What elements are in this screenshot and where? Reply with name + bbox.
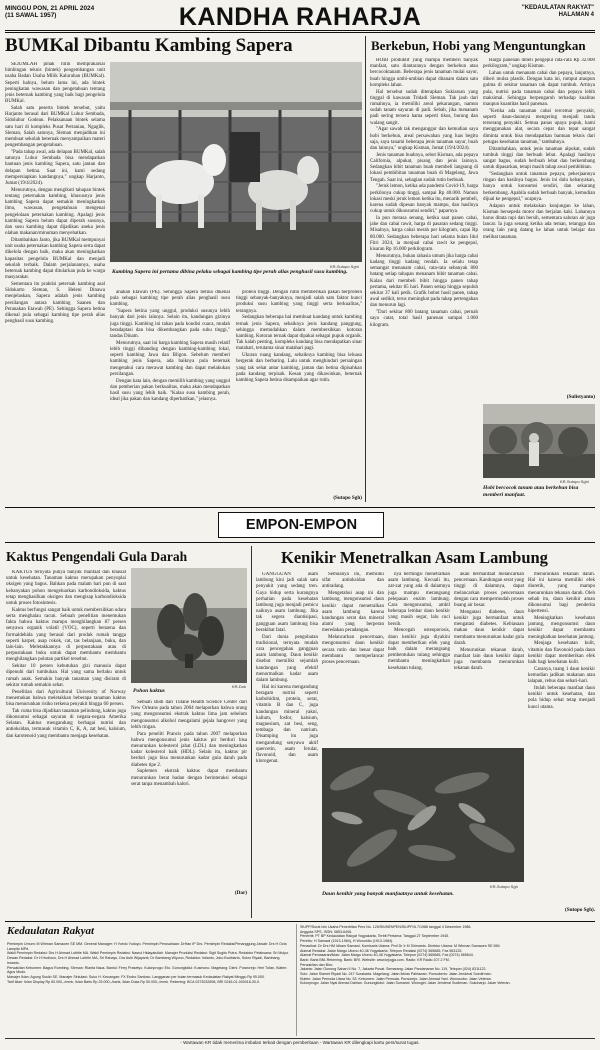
hobi-byline: (Sulistyanto) [566, 394, 595, 400]
gula-headline: Kaktus Pengendali Gula Darah [6, 549, 188, 564]
footer-rule [5, 921, 595, 922]
masthead-date-block [5, 5, 94, 20]
gula-photo-caption: Pohon kaktus [133, 688, 165, 694]
asam-body-col2: Semuanya ini, memiliki sifat antioksidan dan antiradang. Mengetahui asap ini dan lambung, mengonsumsi daun kenikir dapat menetralkan asam lambung karena kandungan serat dan mineral alami yang berperan meredakan peradangan. Melancarkan pencernaan, mengonsumsi daun kenikir secara rutin dan benar dapat membantu memperlancar proses pencernaan. [322, 572, 384, 666]
gula-byline: (Dar) [234, 890, 247, 896]
cactus-photo [131, 568, 247, 683]
footer-logo: Kedaulatan Rakyat [7, 925, 95, 937]
masthead-right-block [522, 5, 594, 20]
goat-photo-illustration [110, 62, 362, 262]
kenikir-photo [322, 748, 524, 882]
section-rule-bottom [5, 542, 595, 543]
bumkal-photo-credit: KR-Sutopo Sghi [330, 264, 359, 269]
asam-photo-credit: KR-Sutopo Sgh [490, 884, 518, 889]
cactus-photo-illustration [131, 568, 247, 683]
garden-photo [483, 404, 595, 478]
asam-body-col4: akan bermanfaat melancarkan pencernaan. Kandungan serat yang tinggi di dalamnya, dapat melancarkan proses pencernaan dengan cara mempermudah proses buang air besar. Mengatasi diabetes, daun kenikir juga bermanfaat untuk mengatasi diabetes. Kebiasaan makan daun kenikir dapat membantu menurunkan kadar gula darah. Menurunkan tekanan darah, manfaat lain daun kenikir dapat juga membantu menurunkan tekanan darah. [454, 572, 524, 672]
masthead-sub-date: (11 SAWAL 1957) [5, 12, 57, 20]
bumkal-headline: BUMKal Dibantu Kambing Sapera [5, 35, 293, 56]
masthead-title: KANDHA RAHARJA [178, 3, 422, 31]
hobi-headline: Berkebun, Hobi yang Menguntungkan [371, 38, 586, 53]
footer-bottom-rule [5, 1038, 595, 1039]
garden-photo-illustration [483, 404, 595, 478]
goat-photo [110, 62, 362, 262]
footer-bottom-line: - Wartawan KR tidak menerima imbalan terkait dengan pemberitaan - Wartawan KR dilengkapi kartu pers/surat tugas. [180, 1040, 420, 1045]
asam-photo-caption: Daun kenikir yang banyak manfaatnya untuk kesehatan. [322, 891, 454, 897]
hobi-photo-caption: Hobi bercocok tanam atau berkebun bisa memberi manfaat. [483, 485, 579, 498]
bottom-column-divider [251, 546, 252, 918]
masthead-page: HALAMAN 4 [558, 12, 594, 19]
footer-divider [296, 924, 297, 1036]
section-banner: EMPON-EMPON [245, 517, 358, 533]
section-rule-top [5, 507, 595, 508]
hobi-photo-credit: KR-Sutopo Sghi [560, 479, 589, 484]
kenikir-photo-illustration [322, 748, 524, 882]
bumkal-body-col3: protein tinggi. Dengan rutin memberikan pakan berprotein tinggi sebanyak-banyaknya, menjadi salah satu faktor kunci produksi susu kambing yang tinggi serta berkualitas," terangnya. Sedangkan beberapa hal membuat kandang untuk kambing ternak jenis Sapera, sebaiknya jenis kandang panggung, sehingga memudahkan dalam membersihkan kotoran kambing. Kotoran ternak dapat dipakai sebagai pupuk organik. Tak kalah penting, kompleks kandang bisa mendapatkan sinar matahari, terutama sinar matahari pagi. Ukuran ruang kandang, sebaiknya kambing bisa leluasa bergerak dan berbaring. Lalu untuk menghindari persaingan yang tak sehat antar kambing, jantan dan betina dipisahkan pada kandang terpisah. Kesan yang dikawinkan, beternak kambing Sapera betina disampaikan agar rutin. [236, 290, 362, 384]
masthead-tagline: "KEDAULATAN RAKYAT" [521, 5, 594, 11]
masthead-rule [5, 30, 595, 31]
footer-left-block: Pemimpin Umum: M Wirman Samaoen SE MM. General Manager: H Yoedo Yudoyo. Pemimpin Perusahaan: DrHan IP Drs. Pemimpin Redaksi/Penanggung Jawab: Drs H Octo Lampito MPd. Wakil Pemimpin Redaksi: Drs H Ahmad Luthfie MA. Wakil Pemimpin Redaksi: Nasrul Hidayatullah. Manajer Produksi Redaksi: Sigit Sugito Putra. Redaktur Pelaksana: Sri Mulyo. Dewan Redaksi: Dr H Hudiono, Drs H Ahmad Luthfie MA, Sri Rahayu, Dra Asih Wijayanti, Dr Bambang Wiyono, Redaktur: Istianto, Joko Budhiarto, Sukro Riyadi, Bambang Irwanto. Perwakilan Kebumen: Bagus Rumbing. Sleman: Rianta Naus. Bantul: Ferry Prasetyo. Kulonprogo: Eto. Gunungkidul: Kusmono. Magelang: Dieni. Purworejo: Heri Tufan, Klaten: Agus Mudo. Manajer Iklan: Agung Susilo SE. Manajer Sirkulasi: Suko H. Keuangan: FX Endro Santoso. Langganan per bulan termasuk Kedaulatan Rakyat Minggu Rp 95.000. Tarif iklan: Iklan Display Rp 60.000,-/mmk, Iklan Baris Rp 25.000,-/baris, Iklan Duka Rp 50.000,-/mmk. Rekening: BCA 0373032898, BRI 0245-01-000016-30-0. [7, 942, 289, 984]
bumkal-photo-caption: Kambing Sapera ini pertama dibina pelaku sebagai kambing tipe perah alias penghasil susu kambing. [112, 269, 348, 275]
asam-byline: (Sutopo Sgh). [565, 907, 595, 913]
masthead-date: MINGGU PON, 21 APRIL 2024 [5, 5, 95, 12]
gula-body-col1: KAKTUS ternyata punya banyak manfaat dan khasiat untuk kesehatan. Tanaman kaktus merupakan penyuplai oksigen yang bagus. Bahkan pada malam hari pun di saat kebanyakan pohon mengeluarkan karbondioksida, kaktus tetap menghasilkan oksigen dan mengisap karbondioksida untuk proses fotosintesis. Kaktus berfungsi sangat baik untuk membersihkan udara serta menghalau racun. Sebuah penelitian menemukan fakta bahwa kaktus mampu menghilangkan 87 persen senyawa organik volatil (VOC), seperti benzena dan formaldehida yang berasal dari produk rumah tangga seperti karpet, asap rokok, cat, tas belanjaan, buku, dan lain-lain. Meletakkannya di perpustakaan atau di perpustakaan buku untuk dapat membantu membantu menghilangkan polutan partikel tersebut. Sekitar 10 persen kebutuhan gizi manusia dapat dipenuhi dari tumbuhan. Hal yang sama berlaku untuk rumah anak. Semakin banyak tanaman yang disiram di sekitar rumah semakin sehat. Penelitian dari Agricultural University of Norway menemukan bahwa meletakkan beberapa tanaman kaktus bisa menurunkan risiko terkena penyakit hingga 60 persen. Tak cuma bisa dijadikan tanaman pelindung, kaktus juga dikonsumsi sebagai sayuran di negara-negara Amerika Selatan. Kaktus mengandung berbagai nutrisi dan antioksidan, termasuk vitamin C, K, A, zat besi, kalsium, dan karotenoid yang membantu menjaga kesehatan. [6, 570, 126, 739]
hobi-body-col2: Harga panenan dibeli pengepul rata-rata Rp 32.000 perkilogram," ungkap Kisman. Lahan untuk menanam cabai dan pepaya, lanjutnya, diberi mulsa plastik. Dengan kata ini, rumput ataupun gulma di sekitar tanaman tak dapat tumbuh. Artinya pula, nutrisi pada tanaman cabai dan pepaya lebih maksimal. Sehingga berpengaruh terhadap kualitas maupun kuantitas hasil panenan. "Ketika ada tanaman cabai tercemar penyakit, seperti daun-daunnya mengering menjadi tanda terserang penyakit. Semua panas upaya pupuk, kami menggunakan alat, secara cepat dan tepat sangat diminta untuk bisa mendapatkan bantuan teknis dari petugas kesehatan tanaman," tambahnya. Ditambahkan, untuk jenis tanaman alpukat, sudah tumbuh tinggi dan berbuah lebat. Apalagi hasilnya sangat bagus, sudah berbuah lebat dan berkembang untuk dipasarkan, tetapi masih tahap awal pembibitan. "Sedangkan untuk tanaman pepaya, pekerjaannya ringan dan hasilnya bagus. Jenis ini dulu kebanyakan, hanya untuk konsumsi sendiri, dan sekarang berkembang. Apabila sudah berbuah banyak, kemudian dijual ke pengepul," ucapnya. Adapun untuk melakukan kunjungan ke lahan, Kisman bersepeda motor dan berjalan kaki. Lahannya harus ditata rapi dan bersih, sementara saluran air juga lancar. Ia juga senang ketika ada teman, tetangga dan orang lain yang datang ke lahan untuk belajar dan melihat tanaman. [483, 58, 595, 240]
asam-headline: Kenikir Menetralkan Asam Lambung [281, 548, 548, 567]
footer-right-block: SIUPP/Surat Izin Usaha Penerbitan Pers No. 125/SK/MENPEN/SIUPP/A.7/1986 tanggal 4 Desember 1986. Anggota SPS. ISSN: 0853-6406. Penerbit: PT BP Kedaulatan Rakyat Yogyakarta, Terbit Pertama: Tanggal 27 September 1945. Perintis: H Samawi (1913-1984), H Wonohito (1913-1984). Penasihat: Dr Drs HM Idham Samawi. Komisaris Utama: Prof Dr Ir M Sirimanto. Direktur Utama: M Wirman Samaoen SE MM. Alamat Redaksi: Jalan Margo Utomo 40-46 Yogyakarta, Telepon Redaksi (0274) 565685, Fax 563125. Alamat Pemasaran/Iklan: Jalan Margo Utomo 40-46 Yogyakarta. Telepon (0274) 565685, Fax (0274) 565644. Bank: Bank BNI-Rekening. Bank: BRI. Website: www.krjogja.com. Radio: KR Radio 107.2 FM. Perwakilan dan Biro: Jakarta: Jalan Gunung Sahari II No. 7, Jakarta Pusat. Semarang: Jalan Pandanaran No. 119, Telepon (024) 8311122. Solo: Jalan Slamet Riyadi No. 247 Surakarta. Magelang: Jalan Ikhlas Pahlawan. Purwokerto: Jalan Jenderal Soedirman. Klaten: Jalan Pemuda Utara No. 53. Kebumen: Jalan Pemuda. Purworejo: Jalan Ahmad Yani. Wonosobo: Jalan Veteran. Kulonprogo: Jalan Nyai Ahmad Dahlan. Gunungkidul: Jalan Sumarwi. Wonogiri: Jalan Jenderal Sudirman. Sukoharjo: Jalan Veteran. [300, 925, 511, 986]
bumkal-body-col1: SEJUMLAH pihak rutin memprakarsai bimbingan teknis (bintek) pengembangan unit usaha Badan Usaha Milik Kalurahan (BUMKal). Seperti halnya, belum lama ini, ada bintek peningkatan wawasan dan pengetahuan tentang jenis beternak kambing yang baik bagi pengelola BUMKal. Salah satu peserta bintek tersebut, yaitu Harjanto berasal dari BUMKal Luhur Sembada, Sidoluhur Godean. Pelaksanaan bintek selama satu hari di kompleks Pusat Pertanian, Ngaglik, Sleman, Salah satunya, Sleman menjadikan ini membuat sekolah beternak menyampaikan materi pengembangan pengetahuan. "Pada tahap awal, ada delapan BUMKal, salah satunya Luhur Sembada bisa mendapatkan bantuan jenis kambing Sapera, satu jantan dan delapan betina. Saat ini, kami sedang mempersiapkan kandangnya," ungkap Harjanto, Jumat (19/4/2024). Menurutnya, dengan mengikuti tahapan bintek tentang peternakan kambing, khususnya jenis kambing Sapera dapat semakin meningkatkan ilmu, wawasan, pengetahuan mengenai pengelolaan peternakan kambing. Apalagi jenis kambing Sapera belum dapat diperah susunya, dan susu kambing dapat dijadikan aneka jenis olahan makanan/minuman menyehatkan. Ditambahkan Janto, jika BUMKal mempunyai unit usaha peternakan kambing Sapera serta dapat dikelola dengan baik, maka akan meningkatkan kapasitas pengelola BUMKal dan menjadi sekolah terbaik. Dalam perjalanannya, usaha beternak kambing dapat ditularkan pula ke warga masyarakat. Sementara itu praktisi peternak kambing asal Sidokarto Sleman, S. Heleni Dinawa menjelaskan, Sapera adalah jenis kambing persilangan antara kambing Saanen dan Peranakan Etawah (PE). Sehingga Sapera betina dikenal pula sebagai kambing tipe perah alias penghasil susu kambing. [5, 62, 105, 325]
masthead-rule-thin [5, 32, 595, 33]
asam-body-col5: menurunkan tekanan darah. Hal ini karena memiliki efek diuretik, yang mampu menurunkan tekanan darah. Oleh sebab itu, daun kenikir aman dikonsumsi bagi penderita hipertensi. Meningkatkan kesehatan jantung, mengonsumsi daun kenikir dapat membantu meningkatkan kesehatan jantung. Menjaga kesehatan kulit, vitamin dan flavonoid pada daun kenikir dapat memberikan efek baik bagi kesehatan kulit. Caranya, tuang 1 daun kenikir kemudian jadikan makanan atau lalapan, rebus dan sehari-hari. Itulah beberapa manfaat daun kenikir untuk kesehatan, dan pola hidup sehat tetap menjadi kunci utama. [528, 572, 595, 710]
asam-body-col1: GANGGUAN asam lambung kini jadi salah satu penyakit yang sedang tren. Gaya hidup serta kurangnya perhatian pada kesehatan lambung juga menjadi pemicu naiknya asam lambung. Jika tak segera diantisipasi, gangguan asam lambung bisa berakibat fatal. Dari dunia pengobatan tradisional, ternyata mudah cara pencegahan gangguan asam lambung. Daun kenikir disebut memiliki sejumlah kandungan yang efektif menormalkan kadar asam dalam lambung. Hal ini karena mengandung beragam nutrisi seperti karbohidrat, protein, serat, vitamin B dan C, juga kandungan mineral yakni, kalium, fosfor, kalsium, magnesium, zat besi, seng, tembaga dan natrium. Disamping itu juga mengandung senyawa aktif quercetin, asam ferulat, flavonoid, dan asam klorogenat. [256, 572, 318, 765]
bumkal-byline: (Sutopo Sgh) [333, 495, 362, 501]
gula-photo-credit: KR-Dok [232, 684, 247, 689]
top-column-divider [365, 36, 366, 502]
asam-body-col3: nya berfungsi menetralkan asam lambung. Kecuali itu, zat-zat yang ada di dalamnya juga mampu merangsang pelepasan enzim lambung. Cara mengonsumsi, ambil beberapa lembar daun kenikir yang masih segar, lalu cuci bersih. Mencegah osteoporosis, daun kenikir juga diyakini dapat memberikan efek yang baik dalam merangsang pembentukan tulang sehingga membantu meningkatkan kesehatan tulang. [388, 572, 450, 671]
gula-body-col2: Sebuah studi dari Tulane Health Science Center dari New Orleans pada tahun 2004 melaporkan bahwa orang yang mengonsumsi ekstrak kaktus lima jam sebelum mengonsumsi alkohol mengalami gejala hangover yang lebih ringan. Para peneliti Prancis pada tahun 2007 melaporkan bahwa mengonsumsi jenis kaktus pir berduri bisa menurunkan kolesterol jahat (LDL) dan meningkatkan kadar kolesterol baik (HDL). Selain itu, kaktus pir berduri juga bisa menurunkan kadar gula darah pada diabetes tipe 2. Suplemen ekstrak kaktus dapat membantu menurunkan berat badan dengan berinteraksi sebagai serat tanpa menambah kalori. [131, 700, 247, 787]
bumkal-body-col2: anakan Etawah (PE). Sehingga Sapera betina dikenal pula sebagai kambing tipe perah alias penghasil susu kambing. "Sapera betina yang unggul, produksi susunya lebih banyak dari jenis lainnya. Selain itu, kandungan gizinya juga tinggi. Kambing ini tahan pada kondisi cuaca, mudah beradaptasi dan bisa dikembangkan pada suhu tinggi," tandas Dinam. Menurutnya, saat ini harga kambing Sapera masih relatif lebih tinggi dibanding dengan kambing-kambing lokal, seperti kambing Jawa dan Bligon. Sebelum memberi kambing jenis Sapera, ada baiknya pula beternak mengetahui cara merawat kambing dan dapat melakukan persilangan. Dengan kata lain, dengan memilih kambing yang unggul dan pemberian pakan berkualitas, maka akan mendapatkan hasil susu yang lebih baik. "Kalau susu kambing perah, ideal jika pakan dan kandang diperhatikan," jelasnya. [110, 290, 230, 403]
hobi-body-col1: HOBI produktif yang mampu memberi banyak manfaat, satu diantaranya dengan berkebun atau bercocoktanam. Beberapa jenis tanaman mulai sayur, buah hingga umbi-umbian dapat ditanam dalam satu kompleks lahan. Hal tersebut sudah diterapkan Sukiarsan yang tinggal di kawasan Tridadi Sleman. Tak jauh dari rumahnya, ia memiliki areal pekarangan, namun sudah tanam sayuran di padi. Sebab, jika menanam padi sering tersera hama seperti tikus, burung dan walang sangit. "Agar sawah tak menganggur dan kemudian saya hobi berkebun, areal persawahan yang luas begitu saja, saya tanami beberapa jenis tanaman sayur, buah dan lainnya," ungkap Kisman, Jumat (19/4/2024). Jenis tanaman buahnya, sebut Kisman, ada pepaya California, alpukat, pisang dan jenis lainnya. Sedangkan bibit tanaman buah membeli langsung di lokasi pembibitan tanaman buah di Magelang, Jawa Tengah. Saat ini, sebagian sudah rutin berbuah. "Jeruk lemon, ketika ada pandemi Covid-19, harga perkilonya cukup tinggi, sampai Rp 40.000. Namun lokasi meski jeruk lemon ketika itu, menarik pembeli, karena sudah dipesan banyak mampu, dan hasilnya cukup untuk dikonsumsi sendiri," paparnya. Ia pun merasa senang, ketika saat panen cabai, jahe dan cabai rawit, harga di pasaran sedang tinggi. Misalnya, harga cabai merah per kilogram, capai Rp 80.000. Sedangkan beberapa hari selama bulan Idul Fitri 2024, ia menjual cabai rawit ke pengepul, kisaran Rp 16.000 perkilogram. Menurutnya, bukan rahasia umum jika harga cabai kadang tinggi kadang rendah. Ia selalu tetap semangat menanam cabai, rata-rata sebanyak 800 batang setiap tahapan menanam bibit tanaman cabai. Kalau dari membeli bibit hingga panen tahap pertama, sekitar 85 hari. Panen setiap hingga sepuluh sekitar 37 kali petik. Grafik bobot hasil panen, tahap awal sedikit, terus meningkat pada tahap pertengahan dan menurun lagi. "Dari sekitar 800 batang tanaman cabai, pernah saya catat, total hasil panenan sampai 1.060 kilogram. [370, 58, 478, 328]
